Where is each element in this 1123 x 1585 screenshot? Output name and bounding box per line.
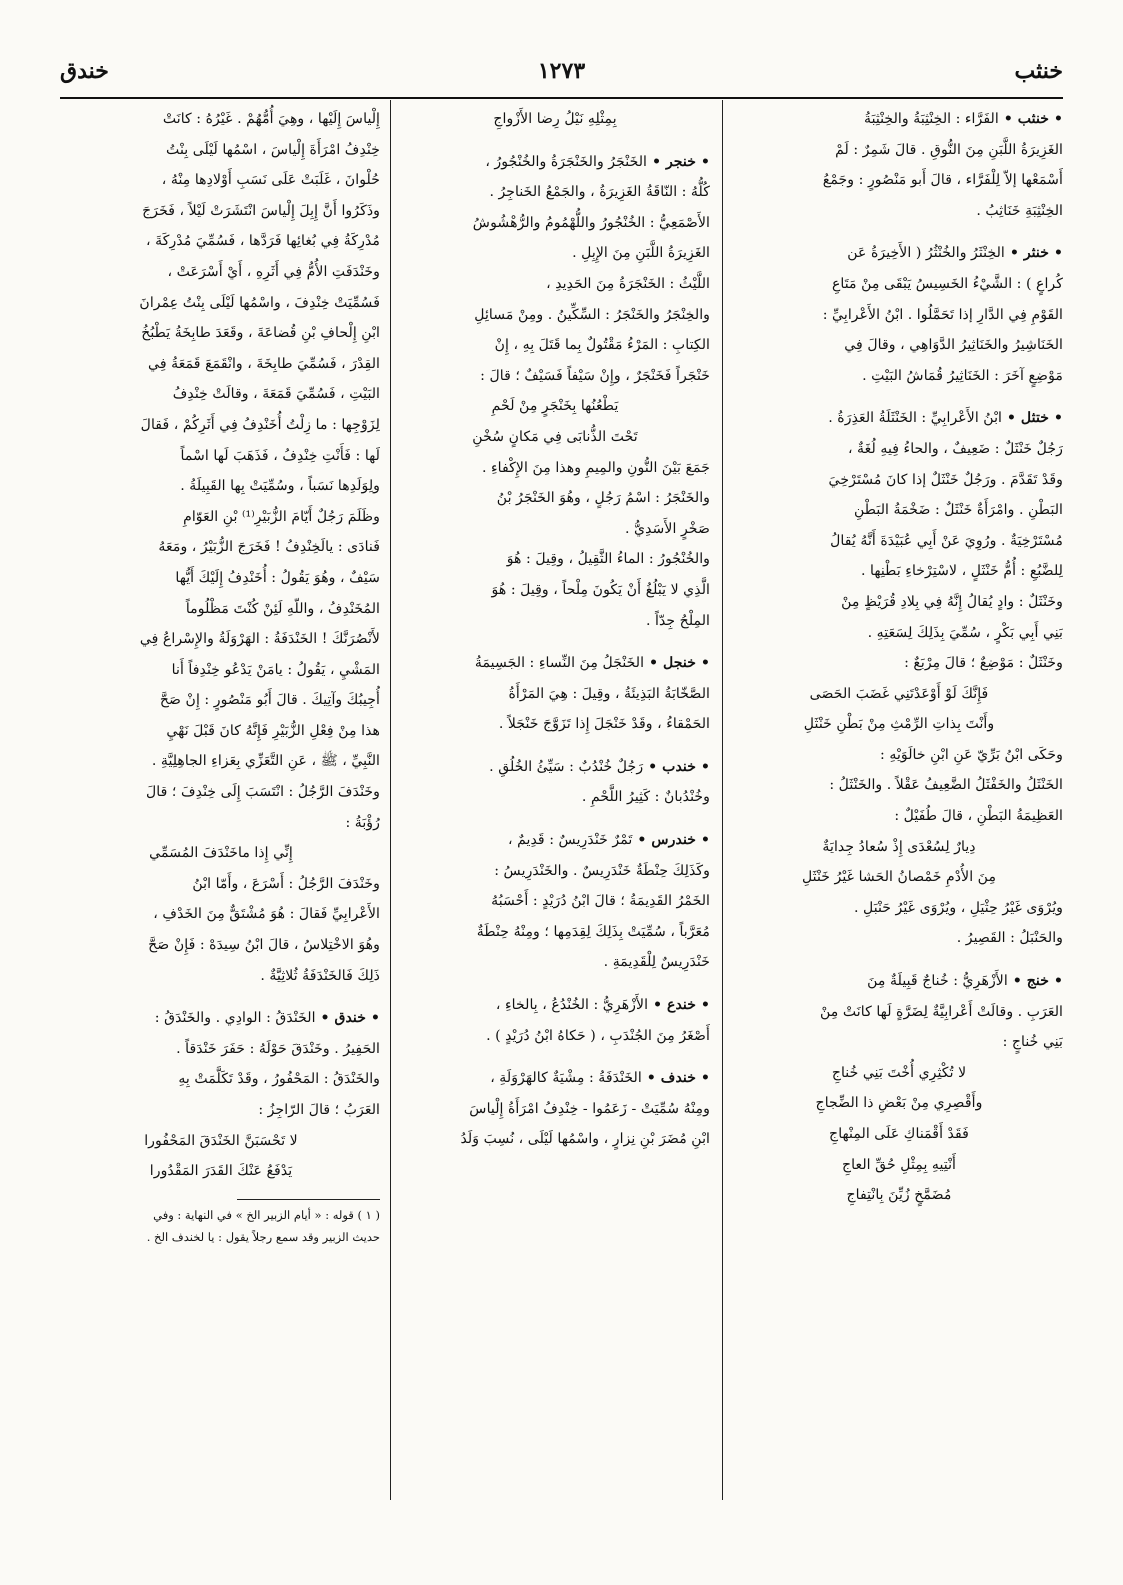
verse-line: أَنْتِيهِ بِمِثْلِ حُقِّ العاجِ <box>842 1156 956 1173</box>
entry-headword: • خنثر • <box>1004 245 1063 262</box>
column-right <box>735 104 1063 1499</box>
entry-line: حُلْوانَ ، غَلَبَتْ عَلَى نَسَبِ أَوْلادِها مِنْهُ ، <box>161 172 380 189</box>
verse-line: مُضَمَّخٍ زُيِّنَ بِانْتِفاجِ <box>846 1187 952 1204</box>
entry-headword: • خنثب • <box>998 111 1063 127</box>
footnote-rule <box>237 1199 380 1200</box>
entry-line: رَجُلٌ خَنْثَلٌ : ضَعِيفٌ ، والحاءُ فِيهِ لُغَةٌ ، <box>847 440 1063 457</box>
entry-line: وخَنْدَفَ الرَّجُلُ : أَسْرَعَ ، وأَمّا ابْنُ <box>192 875 380 892</box>
entry-line <box>735 238 1063 269</box>
entry-line: والخَنْجَرُ : اسْمُ رَجُلٍ ، وهُوَ الخَنْجَرُ بْنُ <box>496 490 710 507</box>
entry-خنثب <box>735 104 1063 226</box>
entry-line: كُراعٍ ) : الشَّيْءُ الخَسِيسُ يَبْقَى مِنْ مَتَاعِ <box>831 275 1063 292</box>
entry-line: مُعَرَّباً ، سُمِّيَتْ بِذَلِكَ لِقِدَمِها ؛ ومِنْهُ حِنْطَةٌ <box>476 923 710 940</box>
entry-line: لِزَوْجِها : ما زِلْتُ أُخَنْدِفُ فِي أَثَرِكُمْ ، فَقالَ <box>140 416 380 433</box>
verse-line: فَقَدْ أَقْمَناكِ عَلَى المِنْهاجِ <box>829 1126 969 1142</box>
entry-line: لأَنْصُرَنَّكَ ! الخَنْدَفَةُ : الهَرْوَلَةُ والإِسْراعُ فِي <box>139 631 380 648</box>
entry-line: هذا مِنْ فِعْلِ الزُّبَيْرِ فَإِنَّهُ كانَ قَبْلَ نَهْيِ <box>166 722 380 739</box>
entry-headword: • خندق • <box>315 1010 380 1027</box>
verse-line: دِيارٌ لِسُعْدَى إِذْ سُعادُ جِدايَةٌ <box>822 838 976 855</box>
entry-line: الخِنْثِبَةِ خَنَاثِبُ . <box>976 202 1063 219</box>
entry-line: أَسْمَعْها إلاّ لِلْفَرَّاء ، قالَ أَبو مَنْصُورٍ : وجَمْعُ <box>822 172 1063 189</box>
entry-خنج <box>735 966 1063 1211</box>
entry-خندع <box>400 990 710 1051</box>
entry-line <box>400 1063 710 1094</box>
entry-headword: • خندع • <box>648 997 710 1014</box>
entry-line: الحَفِيرُ . وخَنْدَقَ حَوْلَهُ : حَفَرَ خَنْدَقاً . <box>176 1040 380 1057</box>
entry-ختثل <box>735 403 1063 954</box>
entry-line: خَنْدَرِيسٌ لِلْقَدِيمَةِ . <box>603 954 710 971</box>
entry-line: إِلْياسَ إِلَيْها ، وهِيَ أُمُّهُمْ . غَيْرُهُ : كانَتْ <box>162 111 380 127</box>
entry-line: أَصْغَرُ مِنَ الجُنْدَبِ ، ( حَكاهُ ابْنُ دُرَيْدٍ ) . <box>486 1027 710 1044</box>
entry-خندب <box>400 752 710 813</box>
entry-خنجل <box>400 648 710 740</box>
entry-line: المُخَنْدِفُ ، واللّهِ لَئِنْ كُنْتَ مَظْلُوماً <box>185 600 380 617</box>
entry-line: الغَزِيرَةُ اللَّبَنِ مِنَ الإِبِلِ . <box>572 245 710 262</box>
entry-line: ذَلِكَ فَالخَنْدَفَةُ ثُلاثِيَّةٌ . <box>260 967 380 984</box>
verse-line: تَحْتَ الذُّنابَى فِي مَكانٍ سُخْنِ <box>472 428 638 445</box>
entry-line: الحَمْقاءُ ، وقَدْ خَنْجَلَ إِذا تَزَوَّجَ خَنْجَلاً . <box>498 716 710 733</box>
entry-line: مُسْتَرْخِيَةٌ . ورُوِيَ عَنْ أَبِي عُبَيْدَةَ أَنَّهُ يُقالُ <box>830 532 1063 549</box>
entry-line <box>735 104 1063 135</box>
entry-line: والخِنْجَرُ والخَنْجَرُ : السِّكِّينُ . ومِنْ مَسائِلِ <box>474 306 710 323</box>
entry-line-text: الفَرَّاء : الخِنْثِبَةُ والخِنْثِبَةُ <box>863 111 999 127</box>
entry-line: الصَّخّابَةُ البَذِيئَةُ ، وقِيلَ : هِيَ المَرْأَةُ <box>508 685 710 702</box>
entry-line <box>62 1003 380 1034</box>
entry-line-text: تَمْرٌ خَنْدَرِيسٌ : قَدِيمٌ ، <box>507 832 633 849</box>
entry-line: بَنِي أَبِي بَكْرٍ ، سُمِّيَ بِذَلِكَ لِسَعَتِهِ . <box>867 624 1063 641</box>
entry-line: ومِنْهُ سُمِّيَتْ - زَعَمُوا - خِنْدِفُ امْرَأَةُ إِلْياسَ <box>469 1100 710 1117</box>
entry-line: وظَلَمَ رَجُلٌ أَيّامَ الزُّبَيْرِ⁽¹⁾ بْنِ العَوّامِ <box>183 508 380 525</box>
verse-line: لا تُكْثِرِي أُخْتَ بَنِي خُناجِ <box>831 1064 967 1081</box>
entry-خندق <box>62 1003 380 1187</box>
entry-line: العَظِيمَةُ البَطْنِ ، قالَ طُفَيْلٌ : <box>894 808 1063 825</box>
entry-line: والخُنْجُورُ : الماءُ الثَّقِيلُ ، وقِيلَ : هُوَ <box>506 551 710 568</box>
entry-line: والخَنْدَقُ : المَحْفُورُ ، وقَدْ تَكَلَّمَتْ بِهِ <box>178 1071 380 1088</box>
column-divider-right <box>722 100 723 1500</box>
entry-line: اللَّيْثُ : الخَنْجَرَةُ مِنَ الحَدِيدِ ، <box>546 275 710 292</box>
entry-line <box>400 990 710 1021</box>
entry-line-text: الخَنْدَقُ : الوادِي . والخَنْدَقُ : <box>154 1010 316 1027</box>
entry-line <box>400 752 710 783</box>
entry-line: الخَنْثَلُ والخَفْثَلُ الضَّعِيفُ عَقْلاً . والخَنْثَلُ : <box>829 777 1063 794</box>
entry-line: العَرَبِ . وقالَتْ أَعْرابِيَّةٌ لِضَرَّةٍ لَها كانَتْ مِنْ <box>819 1003 1063 1020</box>
entry-line: النَّبِيِّ ، ﷺ ، عَنِ التَّعَزِّي بِعَزاءِ الجاهِلِيَّةِ . <box>151 753 380 770</box>
entry-line: لِلضَّبُعِ : أُمُّ خَنْثَلٍ ، لاسْتِرْخاءِ بَطْنِها . <box>861 563 1063 580</box>
entry-headword: • خندب • <box>643 758 710 775</box>
page-number: ١٢٧٣ <box>537 58 586 84</box>
entry-line <box>735 403 1063 434</box>
entry-line: مُدْرِكَةُ فِي بُغائِها فَرَدَّها ، فَسُمِّيَ مُدْرِكَةَ ، <box>146 233 380 250</box>
verse-line: لا تَحْسَبَنَّ الخَنْدَقَ المَحْفُورا <box>144 1132 298 1149</box>
entry-line: البَيْتِ ، فَسُمِّيَ قَمَعَةَ ، وقالَتْ خِنْدِفُ <box>172 386 380 403</box>
verse-line: بِمِثْلِهِ نَيْلُ رِضا الأَزْواجِ <box>493 111 617 127</box>
entry-line: وخَنْثَلٌ : وادٍ يُقالُ إِنَّهُ فِي بِلادِ قُرَيْظٍ مِنْ <box>841 593 1063 610</box>
entry-line: وخَنْدَفَ الرَّجُلُ : انْتَسَبَ إِلَى خِنْدِفَ ؛ قالَ <box>146 784 380 801</box>
entry-line: والحَنْبَلُ : القَصِيرُ . <box>956 930 1063 947</box>
entry-headword: • خنجر • <box>647 153 710 170</box>
verse-line: يَطْعُنُها بِخَنْجَرٍ مِنْ لَحْمِ <box>491 398 619 415</box>
entry-line: البَطْنِ . وامْرَأَةٌ خَنْثَلٌ : ضَخْمَةُ البَطْنِ <box>853 502 1063 519</box>
entry-line: رُؤْبَةُ : <box>345 814 380 831</box>
page-header <box>60 58 1063 98</box>
entry-continued <box>400 104 710 135</box>
entry-line: لَها : فَأَنْتِ خِنْدِفُ ، فَذَهَبَ لَها اسْماً <box>180 447 380 464</box>
entry-headword: • خنج • <box>1007 973 1063 990</box>
left-guide-word: خندق <box>60 58 109 84</box>
entry-line: وقَدْ تَقَدَّمَ . ورَجُلٌ خَنْثَلٌ إذا كانَ مُسْتَرْخِيَ <box>828 471 1063 488</box>
entry-line: كُلُّهُ : النّاقَةُ الغَزِيرَةُ ، والجَمْعُ الخَناجِرُ . <box>489 184 710 201</box>
entry-line-text: رَجُلٌ خُنْدُبٌ : سَيِّئُ الخُلُقِ . <box>489 758 644 775</box>
footnote-line: ( ١ ) قوله : « أيام الزبير الخ » في النهاية : وفي <box>153 1207 380 1222</box>
entry-line-text: ابْنُ الأَعْرابِيِّ : الخَنْثَلَةُ العَذِرَةُ . <box>828 410 1002 427</box>
footnote-line: حديث الزبير وقد سمع رجلاً يقول : يا لخندف الخ . <box>146 1229 380 1244</box>
verse-line: مِنَ الأُدْمِ خَمْصانُ الحَشا غَيْرُ خَنْثَلِ <box>801 869 997 886</box>
entry-line: الكِتابِ : المَرْءُ مَقْتُولٌ بِما قَتَلَ بِهِ ، إِنْ <box>494 337 710 354</box>
entry-line: فَسُمِّيَتْ خِنْدِفَ ، واسْمُها لَيْلَى بِنْتُ عِمْرانَ <box>139 294 380 311</box>
entry-line: الغَزِيرَةُ اللَّبَنِ مِنَ النُّوقِ . قالَ شَمِرٌ : لَمْ <box>835 141 1063 158</box>
entry-line: وذَكَرُوا أَنَّ إِبِلَ إِلْياسَ انْتَشَرَتْ لَيْلاً ، فَخَرَجَ <box>142 202 380 219</box>
entry-line: الأَعْرابِيِّ فَقالَ : هُوَ مُشْتَقٌّ مِنَ الخَدْفِ ، <box>153 906 380 923</box>
right-guide-word: خنثب <box>1014 58 1063 84</box>
entry-line-text: الخَنْجَرُ والخَنْجَرَةُ والخُنْجُورُ ، <box>485 153 647 170</box>
entry-line-text: الأَزْهَرِيُّ : الخُنْدُعُ ، بِالخاءِ ، <box>495 997 649 1014</box>
column-middle <box>400 104 710 1499</box>
entry-line: بَنِي خُناجٍ : <box>1002 1034 1063 1051</box>
entry-line: وخُنْدُبانٌ : كَثِيرُ اللَّحْمِ . <box>581 789 710 806</box>
entry-line: خَنْجَراً فَخَنْجَرٌ ، وإِنْ سَيْفاً فَسَيْفٌ ؛ قالَ : <box>480 367 710 384</box>
verse-line: يَدْفَعُ عَنْكَ القَدَرَ المَقْدُورا <box>149 1163 293 1180</box>
entry-line: الأَصْمَعِيُّ : الخُنْجُورُ واللُّهْمُومُ والرُّهْشُوشُ <box>472 214 710 231</box>
entry-line: وهُوَ الاخْتِلاسُ ، قالَ ابْنُ سِيدَهْ : فَإِنْ صَحَّ <box>148 937 380 954</box>
column-left <box>62 104 380 1499</box>
entry-line: المِلْحُ جِدّاً . <box>645 612 710 629</box>
entry-line: سَيْفٌ ، وهُوَ يَقُولُ : أُخَنْدِفُ إِلَيْكَ أَيُّها <box>175 569 380 586</box>
entry-line-text: الأَزْهَرِيُّ : خُناجٌ قَبِيلَةٌ مِنَ <box>867 973 1008 990</box>
verse-line: وأَقْصِرِي مِنْ بَعْضِ ذا الضِّجاجِ <box>815 1095 983 1112</box>
entry-خنجر <box>400 147 710 637</box>
entry-line: المَشْيِ ، يَقُولُ : يامَنْ يَدْعُو خِنْدِفاً أَنا <box>171 661 380 678</box>
entry-line: الخَمْرُ القَدِيمَةُ ؛ قالَ ابْنُ دُرَيْدٍ : أَحْسَبُهُ <box>491 893 710 910</box>
column-divider-left <box>390 100 391 1500</box>
entry-line-text: الخِنْثَرُ والخُنْثُرُ ( الأَخِيرَةُ عَن <box>847 245 1005 262</box>
entry-line <box>400 825 710 856</box>
entry-line: مَوْضِعٍ آخَرَ : الخَنَاثِيرُ قُمَاشُ البَيْتِ . <box>862 367 1063 384</box>
entry-line: أُجِيبُكَ وآتِيكَ . قالَ أَبُو مَنْصُورٍ : إِنْ صَحَّ <box>159 692 380 709</box>
verse-line: فَإِنَّكَ لَوْ أَوْعَدْتَنِي غَضَبَ الحَصَى <box>809 685 989 702</box>
entry-line: صَخْرٍ الأَسَدِيُّ . <box>624 520 710 537</box>
entry-line: خِنْدِفُ امْرَأَةَ إِلْياسَ ، اسْمُها لَيْلَى بِنْتُ <box>166 141 380 158</box>
verse-line: وأَنْتَ بِذاتِ الرِّمْثِ مِنْ بَطْنِ خَنْثَلِ <box>803 716 995 733</box>
entry-headword: • ختثل • <box>1001 410 1063 427</box>
entry-line: فَنادَى : يالَخِنْدِفُ ! فَخَرَجَ الزُّبَيْرُ ، ومَعَهُ <box>158 539 380 556</box>
entry-line <box>400 648 710 679</box>
entry-line-text: الخَنْدَفَةُ : مِشْيَةٌ كالهَرْوَلَةِ ، <box>490 1070 642 1087</box>
entry-خندرس <box>400 825 710 978</box>
entry-line: ابْنِ إِلْحافِ بْنِ قُضاعَةَ ، وقَعَدَ طابِخَةُ يَطْبُخُ <box>141 325 380 342</box>
entry-headword: • خندرس • <box>632 832 710 849</box>
entry-line: وخَنْثَلٌ : مَوْضِعٌ ؛ قالَ مِرْبَعٌ : <box>904 655 1063 672</box>
entry-line: العَرَبُ ؛ قالَ الرّاجِزُ : <box>258 1102 380 1118</box>
entry-headword: • خنجل • <box>644 655 710 672</box>
entry-line: ويُرْوَى غَيْرُ حِثْيَلِ ، ويُرْوَى غَيْرُ حَنْبَلِ . <box>853 899 1063 916</box>
entry-continued <box>62 104 380 991</box>
entry-headword: • خندف • <box>641 1070 710 1087</box>
entry-line: القِدْرَ ، فَسُمِّيَ طابِخَةَ ، وانْقَمَعَ قَمَعَةُ فِي <box>148 355 380 372</box>
entry-line <box>400 147 710 178</box>
entry-line: وكَذَلِكَ حِنْطَةٌ خَنْدَرِيسٌ . والخَنْدَرِيسُ : <box>494 862 710 879</box>
entry-خنثر <box>735 238 1063 391</box>
entry-line: جَمَعَ بَيْنَ النُّونِ والمِيمِ وهذا مِنَ الإِكْفاءِ . <box>481 459 710 476</box>
header-rule <box>60 97 1063 99</box>
entry-line: ابْنِ مُضَرَ بْنِ نِزارٍ ، واسْمُها لَيْلَى ، نُسِبَ وَلَدُ <box>460 1131 710 1148</box>
entry-line: وخَنْدَفَتِ الأُمُّ فِي أَثَرِهِ ، أَيْ أَسْرَعَتْ ، <box>167 263 380 280</box>
entry-line: وحَكَى ابْنُ بَرِّيّ عَنِ ابْنِ خالَوَيْهِ : <box>880 746 1063 763</box>
verse-line: إِنِّي إِذا ماخَنْدَفَ المُسَمِّي <box>149 845 293 862</box>
entry-line-text: الخَنْجَلُ مِنَ النِّساءِ : الجَسِيمَةُ <box>474 655 645 672</box>
entry-line: ولِوَلَدِها نَسَباً ، وسُمِّيَتْ بِها القَبِيلَةُ . <box>180 478 380 495</box>
entry-line: الَّذِي لا يَبْلُغُ أَنْ يَكُونَ مِلْحاً ، وقِيلَ : هُوَ <box>491 581 710 598</box>
entry-line: القَوْمِ فِي الدَّارِ إذا تَحَمَّلُوا . ابْنُ الأَعْرابِيِّ : <box>822 306 1063 323</box>
entry-line <box>735 966 1063 997</box>
entry-خندف <box>400 1063 710 1155</box>
entry-line: الخَنَاشِيرُ والخَنَاثِيرُ الدَّوَاهِي ، وقالَ فِي <box>844 337 1063 354</box>
